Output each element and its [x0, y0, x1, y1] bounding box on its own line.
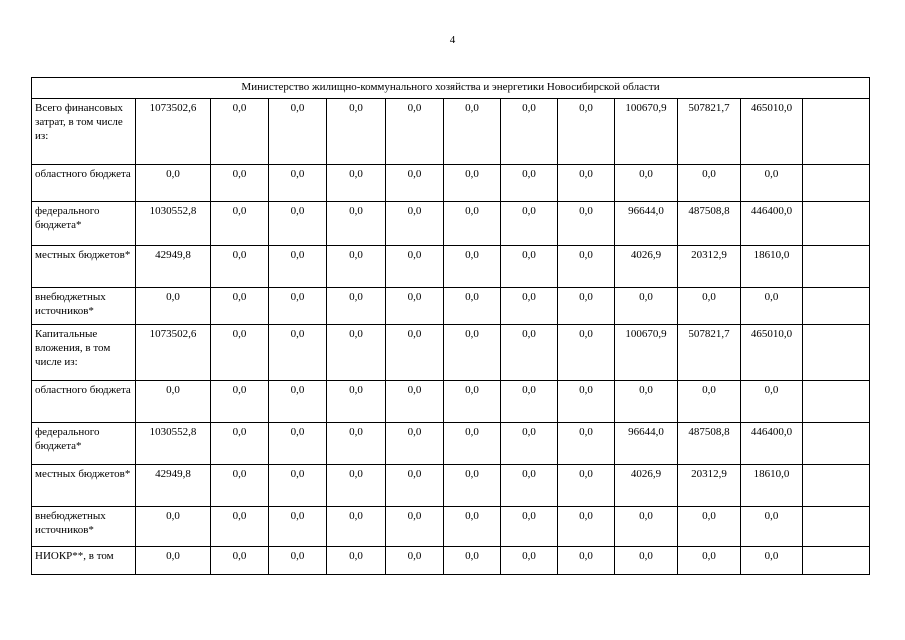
table-cell: 0,0 — [269, 423, 327, 465]
table-cell: 0,0 — [444, 507, 501, 547]
table-cell: 0,0 — [615, 288, 678, 325]
table-row — [32, 325, 870, 381]
table-cell: 0,0 — [269, 202, 327, 246]
table-cell: 0,0 — [211, 507, 269, 547]
table-cell: 0,0 — [741, 165, 803, 202]
table-cell: 42949,8 — [136, 465, 211, 507]
table-cell: 0,0 — [211, 381, 269, 423]
table-cell: 0,0 — [211, 465, 269, 507]
table-cell: 0,0 — [386, 423, 444, 465]
table-cell: 18610,0 — [741, 246, 803, 288]
row-label: внебюджетных источников* — [32, 288, 136, 325]
table-cell: 0,0 — [269, 165, 327, 202]
table-cell — [803, 381, 870, 423]
table-cell: 0,0 — [741, 507, 803, 547]
row-label: областного бюджета — [32, 165, 136, 202]
row-label: Всего финансовых затрат, в том числе из: — [32, 99, 136, 165]
table-row — [32, 381, 870, 423]
row-label: областного бюджета — [32, 381, 136, 423]
table-cell: 0,0 — [269, 99, 327, 165]
table-cell: 0,0 — [558, 288, 615, 325]
table-cell: 0,0 — [327, 325, 386, 381]
budget-table — [31, 77, 870, 575]
table-cell: 0,0 — [444, 288, 501, 325]
page-number: 4 — [449, 34, 456, 46]
table-cell: 0,0 — [211, 423, 269, 465]
row-label: федерального бюджета* — [32, 202, 136, 246]
table-cell — [803, 547, 870, 575]
table-cell: 0,0 — [444, 465, 501, 507]
table-cell: 0,0 — [558, 165, 615, 202]
table-cell: 0,0 — [444, 99, 501, 165]
table-cell: 0,0 — [501, 165, 558, 202]
table-cell: 0,0 — [327, 465, 386, 507]
table-cell: 0,0 — [269, 325, 327, 381]
table-cell: 0,0 — [615, 381, 678, 423]
table-cell: 0,0 — [678, 288, 741, 325]
table-cell: 0,0 — [327, 99, 386, 165]
table-cell: 0,0 — [269, 507, 327, 547]
table-cell: 0,0 — [386, 202, 444, 246]
table-cell: 465010,0 — [741, 325, 803, 381]
table-cell: 487508,8 — [678, 202, 741, 246]
row-label: Капитальные вложения, в том числе из: — [32, 325, 136, 381]
table-cell: 0,0 — [501, 288, 558, 325]
table-cell: 0,0 — [741, 381, 803, 423]
table-cell: 0,0 — [386, 99, 444, 165]
table-cell: 0,0 — [501, 246, 558, 288]
table-cell: 0,0 — [558, 507, 615, 547]
table-cell: 0,0 — [269, 547, 327, 575]
table-cell: 0,0 — [501, 381, 558, 423]
table-cell: 487508,8 — [678, 423, 741, 465]
table-cell — [803, 99, 870, 165]
table-cell: 0,0 — [444, 325, 501, 381]
table-cell: 0,0 — [211, 246, 269, 288]
table-cell: 446400,0 — [741, 202, 803, 246]
table-cell: 0,0 — [558, 325, 615, 381]
table-cell: 0,0 — [386, 465, 444, 507]
table-cell: 18610,0 — [741, 465, 803, 507]
table-row — [32, 202, 870, 246]
table-cell: 0,0 — [269, 381, 327, 423]
table-cell: 0,0 — [327, 246, 386, 288]
table-cell: 0,0 — [741, 547, 803, 575]
table-cell: 0,0 — [327, 288, 386, 325]
table-cell: 0,0 — [501, 423, 558, 465]
table-cell: 0,0 — [615, 507, 678, 547]
table-cell: 0,0 — [327, 202, 386, 246]
table-cell: 465010,0 — [741, 99, 803, 165]
table-cell: 0,0 — [558, 465, 615, 507]
table-cell: 4026,9 — [615, 465, 678, 507]
table-cell: 446400,0 — [741, 423, 803, 465]
table-cell: 0,0 — [444, 246, 501, 288]
table-cell: 0,0 — [558, 246, 615, 288]
table-cell: 0,0 — [211, 547, 269, 575]
table-cell: 0,0 — [386, 165, 444, 202]
table-cell: 0,0 — [444, 165, 501, 202]
table-cell: 0,0 — [386, 507, 444, 547]
row-label: федерального бюджета* — [32, 423, 136, 465]
table-cell: 96644,0 — [615, 423, 678, 465]
table-row — [32, 547, 870, 575]
table-cell: 0,0 — [444, 381, 501, 423]
table-cell: 0,0 — [386, 547, 444, 575]
table-cell: 20312,9 — [678, 246, 741, 288]
table-cell — [803, 288, 870, 325]
table-cell: 0,0 — [558, 547, 615, 575]
table-cell: 0,0 — [211, 202, 269, 246]
table-row — [32, 288, 870, 325]
table-cell: 20312,9 — [678, 465, 741, 507]
table-cell: 0,0 — [615, 165, 678, 202]
table-cell: 1073502,6 — [136, 99, 211, 165]
table-row — [32, 465, 870, 507]
table-cell: 0,0 — [558, 381, 615, 423]
table-cell: 0,0 — [678, 381, 741, 423]
table-cell: 0,0 — [136, 381, 211, 423]
table-cell: 0,0 — [136, 547, 211, 575]
table-cell — [803, 507, 870, 547]
table-cell: 0,0 — [501, 202, 558, 246]
table-cell: 0,0 — [558, 423, 615, 465]
table-cell: 0,0 — [269, 246, 327, 288]
table-cell: 0,0 — [501, 507, 558, 547]
table-cell: 0,0 — [444, 202, 501, 246]
table-cell: 0,0 — [501, 547, 558, 575]
table-cell — [803, 325, 870, 381]
table-cell: 4026,9 — [615, 246, 678, 288]
table-cell: 0,0 — [136, 507, 211, 547]
table-cell: 0,0 — [386, 325, 444, 381]
table-cell: 0,0 — [558, 202, 615, 246]
table-cell — [803, 202, 870, 246]
table-cell: 0,0 — [211, 288, 269, 325]
row-label: внебюджетных источников* — [32, 507, 136, 547]
table-cell: 100670,9 — [615, 325, 678, 381]
table-cell: 0,0 — [211, 165, 269, 202]
table-cell: 0,0 — [386, 246, 444, 288]
table-row — [32, 99, 870, 165]
table-cell: 42949,8 — [136, 246, 211, 288]
table-cell — [803, 246, 870, 288]
table-cell: 1073502,6 — [136, 325, 211, 381]
table-cell: 0,0 — [327, 423, 386, 465]
table-cell: 0,0 — [444, 423, 501, 465]
table-row — [32, 165, 870, 202]
table-row — [32, 423, 870, 465]
table-row — [32, 507, 870, 547]
table-cell: 0,0 — [615, 547, 678, 575]
table-cell: 0,0 — [741, 288, 803, 325]
table-cell: 0,0 — [327, 547, 386, 575]
header-row — [32, 78, 870, 99]
table-cell — [803, 423, 870, 465]
table-cell: 0,0 — [269, 288, 327, 325]
table-cell: 0,0 — [678, 507, 741, 547]
table-cell — [803, 165, 870, 202]
row-label: местных бюджетов* — [32, 246, 136, 288]
row-label: местных бюджетов* — [32, 465, 136, 507]
table-cell: 0,0 — [444, 547, 501, 575]
table-cell: 0,0 — [501, 465, 558, 507]
table-cell: 0,0 — [211, 325, 269, 381]
row-label: НИОКР**, в том — [32, 547, 136, 575]
table-cell: 96644,0 — [615, 202, 678, 246]
table-cell: 0,0 — [678, 165, 741, 202]
table-row — [32, 246, 870, 288]
table-cell: 0,0 — [678, 547, 741, 575]
table-cell: 507821,7 — [678, 325, 741, 381]
table-cell: 507821,7 — [678, 99, 741, 165]
table-cell: 0,0 — [386, 381, 444, 423]
table-cell: 0,0 — [269, 465, 327, 507]
table-cell: 0,0 — [211, 99, 269, 165]
ministry-header: Министерство жилищно-коммунального хозяйства и энергетики Новосибирской области — [32, 78, 870, 99]
table-cell: 0,0 — [136, 165, 211, 202]
table-cell: 0,0 — [327, 507, 386, 547]
table-cell: 0,0 — [386, 288, 444, 325]
table-cell: 0,0 — [558, 99, 615, 165]
table-cell: 0,0 — [501, 99, 558, 165]
table-cell: 0,0 — [327, 165, 386, 202]
table-cell: 100670,9 — [615, 99, 678, 165]
table-cell: 0,0 — [136, 288, 211, 325]
table-cell: 0,0 — [327, 381, 386, 423]
table-cell: 1030552,8 — [136, 423, 211, 465]
table-cell: 1030552,8 — [136, 202, 211, 246]
table-cell: 0,0 — [501, 325, 558, 381]
table-cell — [803, 465, 870, 507]
